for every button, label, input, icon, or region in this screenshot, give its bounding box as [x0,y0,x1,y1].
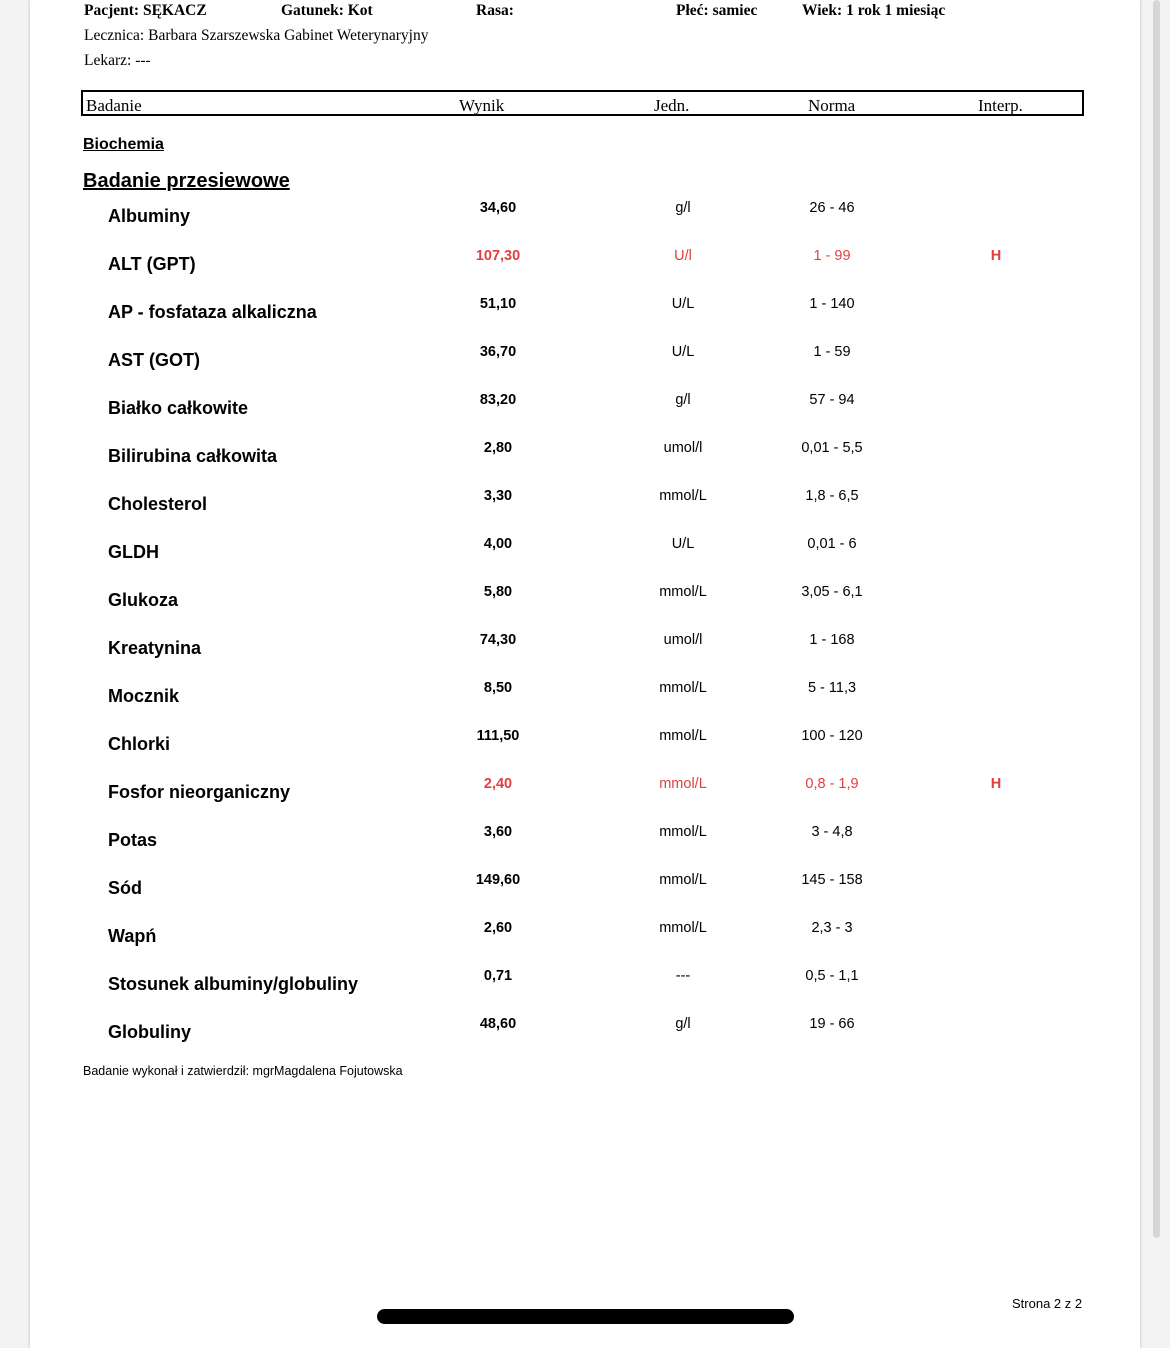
table-row [0,968,1170,1008]
test-name: Sód [108,878,142,898]
test-value: 8,50 [483,680,513,696]
test-unit: U/L [671,344,695,360]
test-value: 3,60 [483,824,513,840]
test-name: AST (GOT) [108,350,200,370]
table-row [0,344,1170,384]
test-norm: 19 - 66 [809,1016,855,1032]
test-unit: umol/l [663,440,703,456]
table-row [0,488,1170,528]
table-row [0,776,1170,816]
test-norm: 1,8 - 6,5 [805,488,859,504]
test-value: 2,80 [483,440,513,456]
home-indicator[interactable] [377,1309,794,1324]
column-header-row [81,90,1084,116]
test-value: 3,30 [483,488,513,504]
test-norm: 1 - 140 [809,296,855,312]
test-value: 48,60 [479,1016,517,1032]
table-row [0,536,1170,576]
test-norm: 57 - 94 [809,392,855,408]
breed: Rasa: [476,2,514,19]
subsection-title: Badanie przesiewowe [83,170,290,192]
test-name: Fosfor nieorganiczny [108,782,291,802]
table-row [0,920,1170,960]
test-name: Kreatynina [108,638,202,658]
test-unit: U/L [671,536,695,552]
table-row [0,872,1170,912]
table-row [0,200,1170,240]
table-row [0,728,1170,768]
test-norm: 1 - 99 [813,248,851,264]
test-name: Chlorki [108,734,171,754]
table-row [0,248,1170,288]
test-unit: g/l [675,200,691,216]
test-unit: mmol/L [659,680,707,696]
test-unit: mmol/L [659,584,707,600]
table-row [0,584,1170,624]
test-norm: 1 - 59 [813,344,851,360]
page-number: Strona 2 z 2 [1012,1296,1083,1311]
test-value: 34,60 [479,200,517,216]
test-unit: mmol/L [659,728,707,744]
test-norm: 100 - 120 [801,728,863,744]
column-unit: Jedn. [654,96,690,115]
approval-note: Badanie wykonał i zatwierdził: mgrMagdalena Fojutowska [83,1064,403,1078]
test-value: 2,60 [483,920,513,936]
patient-name: Pacjent: SĘKACZ [84,2,207,19]
table-row [0,632,1170,672]
test-unit: mmol/L [659,920,707,936]
test-unit: mmol/L [659,824,707,840]
column-interp: Interp. [978,96,1023,115]
test-norm: 3 - 4,8 [811,824,853,840]
test-unit: --- [675,968,691,984]
column-test: Badanie [86,96,142,115]
test-value: 74,30 [479,632,517,648]
test-unit: g/l [675,392,691,408]
age: Wiek: 1 rok 1 miesiąc [802,2,946,19]
test-norm: 0,01 - 5,5 [801,440,863,456]
test-name: Globuliny [108,1022,191,1042]
test-norm: 26 - 46 [809,200,855,216]
test-name: Cholesterol [108,494,208,514]
test-unit: U/L [671,296,695,312]
test-value: 149,60 [475,872,521,888]
table-row [0,824,1170,864]
test-value: 5,80 [483,584,513,600]
test-unit: U/l [674,248,692,264]
test-norm: 5 - 11,3 [807,680,857,696]
test-norm: 145 - 158 [801,872,863,888]
test-value: 83,20 [479,392,517,408]
test-name: ALT (GPT) [108,254,196,274]
test-name: Bilirubina całkowita [108,446,278,466]
test-unit: umol/l [663,632,703,648]
test-unit: mmol/L [659,776,707,792]
column-norm: Norma [808,96,856,115]
table-row [0,680,1170,720]
section-title: Biochemia [83,136,164,153]
test-value: 2,40 [483,776,513,792]
test-unit: mmol/L [659,488,707,504]
test-norm: 0,01 - 6 [807,536,857,552]
test-value: 4,00 [483,536,513,552]
table-row [0,440,1170,480]
test-value: 0,71 [483,968,513,984]
test-unit: mmol/L [659,872,707,888]
test-norm: 1 - 168 [809,632,855,648]
test-name: Stosunek albuminy/globuliny [108,974,359,994]
test-value: 111,50 [476,728,520,744]
test-interp: H [990,248,1002,264]
doctor: Lekarz: --- [84,52,151,69]
clinic: Lecznica: Barbara Szarszewska Gabinet Weterynaryjny [84,27,429,44]
species: Gatunek: Kot [281,2,373,19]
test-value: 36,70 [479,344,517,360]
test-value: 107,30 [475,248,521,264]
sex: Płeć: samiec [676,2,758,19]
test-interp: H [990,776,1002,792]
column-result: Wynik [459,96,505,115]
test-norm: 0,5 - 1,1 [805,968,859,984]
table-row [0,392,1170,432]
test-name: Białko całkowite [108,398,249,418]
test-name: AP - fosfataza alkaliczna [108,302,317,322]
test-norm: 2,3 - 3 [811,920,853,936]
test-value: 51,10 [479,296,517,312]
test-name: Mocznik [108,686,180,706]
table-row [0,1016,1170,1056]
test-norm: 3,05 - 6,1 [801,584,863,600]
test-norm: 0,8 - 1,9 [805,776,859,792]
test-name: GLDH [108,542,159,562]
test-name: Glukoza [108,590,179,610]
test-name: Wapń [108,926,157,946]
table-row [0,296,1170,336]
test-name: Potas [108,830,158,850]
test-name: Albuminy [108,206,191,226]
test-unit: g/l [675,1016,691,1032]
